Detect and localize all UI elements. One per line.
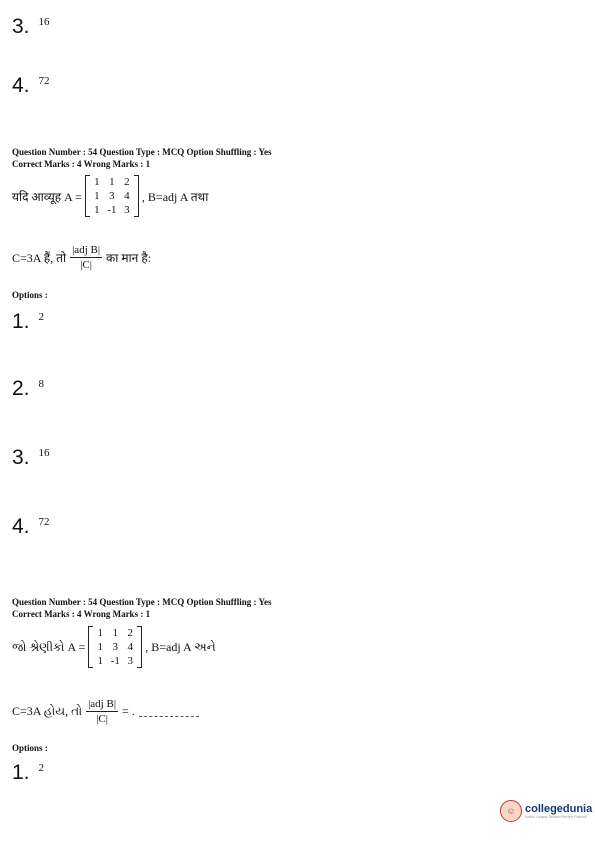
matrix-hindi-cell: 3 <box>124 204 130 216</box>
option-4-top: 4. 72 <box>12 74 50 97</box>
matrix-gujarati-cell: 1 <box>112 627 119 639</box>
fraction-hindi: $\frac{\text{|adj B|}}{|C|}$ <box>72 244 101 271</box>
matrix-hindi-cell: 1 <box>94 176 100 188</box>
option-2-hindi[interactable]: 2. 8 <box>12 377 45 400</box>
option-1-gujarati[interactable]: 1. 2 <box>12 761 45 784</box>
options-label-hindi: Options : <box>12 290 48 300</box>
matrix-a-hindi <box>85 175 139 217</box>
question-header-gujarati: Question Number : 54 Question Type : MCQ Option Shuffling : Yes <box>12 597 272 607</box>
option-1-hindi[interactable]: 1. 2 <box>12 310 45 333</box>
marks-header-gujarati: Correct Marks : 4 Wrong Marks : 1 <box>12 609 151 619</box>
matrix-hindi-cell: 4 <box>124 190 130 202</box>
matrix-gujarati-cell: 2 <box>127 627 134 639</box>
collegedunia-logo <box>500 800 592 822</box>
matrix-gujarati-cell: 1 <box>97 655 104 667</box>
answer-blank <box>139 706 199 717</box>
matrix-hindi-cell: 1 <box>94 190 100 202</box>
question-line2-hindi: C=3A हैं, तो $\frac{\text{|adj B|}}{|C|}$ का मान है: <box>12 244 152 271</box>
option-3-top: 3. 16 <box>12 15 50 38</box>
matrix-gujarati-cell: 3 <box>127 655 134 667</box>
question-header-hindi: Question Number : 54 Question Type : MCQ Option Shuffling : Yes <box>12 147 272 157</box>
question-line1-gujarati: જો શ્રેણીકો A = 1 1 2 1 3 4 1 -1 3 , B=adj A અને <box>12 627 216 667</box>
matrix-gujarati-cell: -1 <box>110 655 120 667</box>
option-4-hindi[interactable]: 4. 72 <box>12 515 50 538</box>
options-label-gujarati: Options : <box>12 743 48 753</box>
logo-name: collegedunia <box>525 803 593 815</box>
matrix-gujarati-cell: 1 <box>97 641 104 653</box>
matrix-hindi-cell: 1 <box>94 204 100 216</box>
question-line2-gujarati: C=3A હોય, તો $\frac{\text{|adj B|}}{|C|}$ = . <box>12 698 199 725</box>
matrix-gujarati-cell: 1 <box>97 627 104 639</box>
matrix-hindi-cell: 1 <box>109 176 115 188</box>
matrix-hindi-cell: 2 <box>124 176 130 188</box>
matrix-gujarati-cell: 4 <box>127 641 134 653</box>
matrix-a-gujarati <box>88 626 142 668</box>
option-3-hindi[interactable]: 3. 16 <box>12 446 50 469</box>
marks-header-hindi: Correct Marks : 4 Wrong Marks : 1 <box>12 159 151 169</box>
logo-tagline: India's Largest Student Review Platform <box>525 815 588 819</box>
matrix-hindi-cell: -1 <box>107 204 117 216</box>
fraction-gujarati: $\frac{\text{|adj B|}}{|C|}$ <box>88 698 117 725</box>
student-mascot-icon: ☺ <box>500 800 522 822</box>
question-line1-hindi: यदि आव्यूह A = 1 1 2 1 3 4 1 -1 3 , B=adj A तथा <box>12 176 209 216</box>
matrix-gujarati-cell: 3 <box>112 641 119 653</box>
matrix-hindi-cell: 3 <box>109 190 115 202</box>
